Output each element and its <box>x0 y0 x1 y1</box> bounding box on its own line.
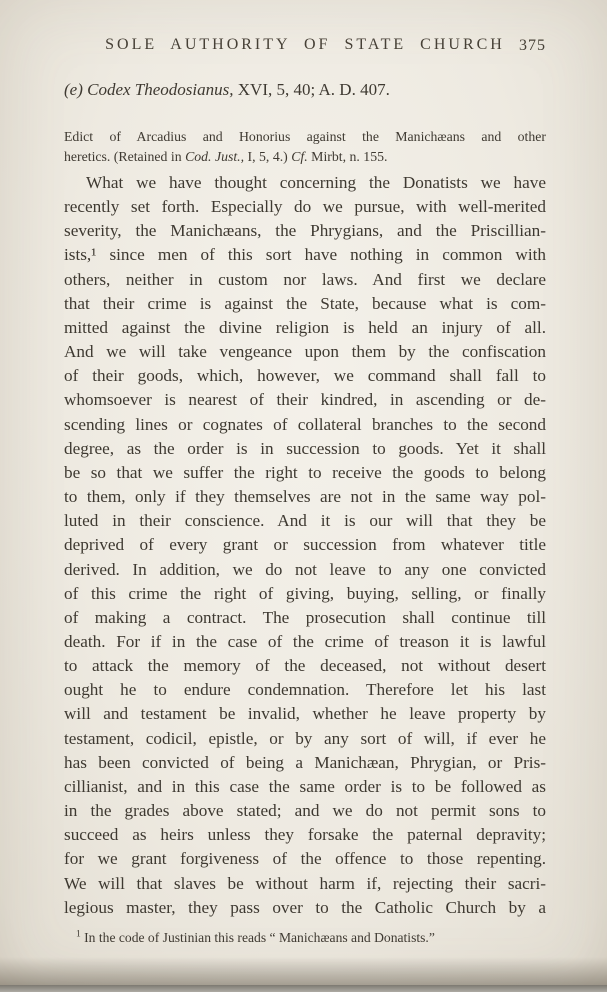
text-line: be so that we suffer the right to receive the goods to belong <box>64 462 546 482</box>
text-line: What we have thought concerning the Donatists we have <box>86 173 546 192</box>
text-line: ought he to endure condemnation. Therefore let his last <box>64 680 546 700</box>
scan-bottom-edge <box>0 985 607 992</box>
text-line: death. For if in the case of the crime of treason it is lawful <box>64 631 546 651</box>
text-line: luted in their conscience. And it is our will that they be <box>64 511 546 531</box>
text-line: We will that slaves be without harm if, rejecting their sacri- <box>64 873 546 893</box>
text-line: to them, only if they themselves are not in the same way pol- <box>64 487 546 507</box>
text-line: others, neither in custom nor laws. And first we declare <box>64 269 546 289</box>
text-line: legious master, they pass over to the Catholic Church by a <box>64 897 546 917</box>
footnote <box>64 929 546 947</box>
footnote-text: In the code of Justinian this reads “ Manichæans and Donatists.” <box>80 930 435 945</box>
text-line: has been convicted of being a Manichæan, Phrygian, or Pris- <box>64 752 546 772</box>
text-line: of making a contract. The prosecution shall continue till <box>64 607 546 627</box>
text-line: Edict of Arcadius and Honorius against the Manichæans and other <box>64 129 546 144</box>
text-line: that their crime is against the State, because what is com- <box>64 293 546 313</box>
text-line: in the grades above stated; and we do not permit sons to <box>64 801 546 821</box>
text-line: ists,¹ since men of this sort have nothing in common with <box>64 245 546 265</box>
text-line: of their goods, which, however, we command shall fall to <box>64 366 546 386</box>
text-line: for we grant forgiveness of the offence to those repenting. <box>64 849 546 869</box>
page-number: 375 <box>519 37 546 54</box>
text-line: testament, codicil, epistle, or by any sort of will, if ever he <box>64 728 546 748</box>
edict-note <box>64 127 546 166</box>
text-line: degree, as the order is in succession to goods. Yet it shall <box>64 438 546 458</box>
text-line: heretics. (Retained in Cod. Just., I, 5, 4.) Cf. Mirbt, n. 155. <box>64 148 388 164</box>
running-head-title: SOLE AUTHORITY OF STATE CHURCH <box>105 36 505 53</box>
scan-bottom-shadow <box>0 957 607 985</box>
text-line: succeed as heirs unless they forsake the paternal depravity; <box>64 825 546 845</box>
section-heading-italic: (e) Codex Theodosianus, <box>64 80 234 99</box>
text-line: will and testament be invalid, whether he leave property by <box>64 704 546 724</box>
footnote-marker: 1 <box>76 929 81 940</box>
text-line: recently set forth. Especially do we pursue, with well-merited <box>64 197 546 217</box>
text-line: cillianist, and in this case the same order is to be followed as <box>64 776 546 796</box>
text-line: of this crime the right of giving, buying, selling, or finally <box>64 583 546 603</box>
text-line: scending lines or cognates of collateral branches to the second <box>64 414 546 434</box>
body-text <box>64 171 546 920</box>
text-line: deprived of every grant or succession from whatever title <box>64 535 546 555</box>
section-heading <box>64 80 546 100</box>
text-line: to attack the memory of the deceased, not without desert <box>64 656 546 676</box>
section-heading-roman: XVI, 5, 40; A. D. 407. <box>233 80 390 99</box>
text-line: whomsoever is nearest of their kindred, in ascending or de- <box>64 390 546 410</box>
text-line: mitted against the divine religion is held an injury of all. <box>64 317 546 337</box>
text-line: And we will take vengeance upon them by the confiscation <box>64 342 546 362</box>
page-header <box>64 36 546 58</box>
text-line: severity, the Manichæans, the Phrygians, and the Priscillian- <box>64 221 546 241</box>
text-line: derived. In addition, we do not leave to any one convicted <box>64 559 546 579</box>
